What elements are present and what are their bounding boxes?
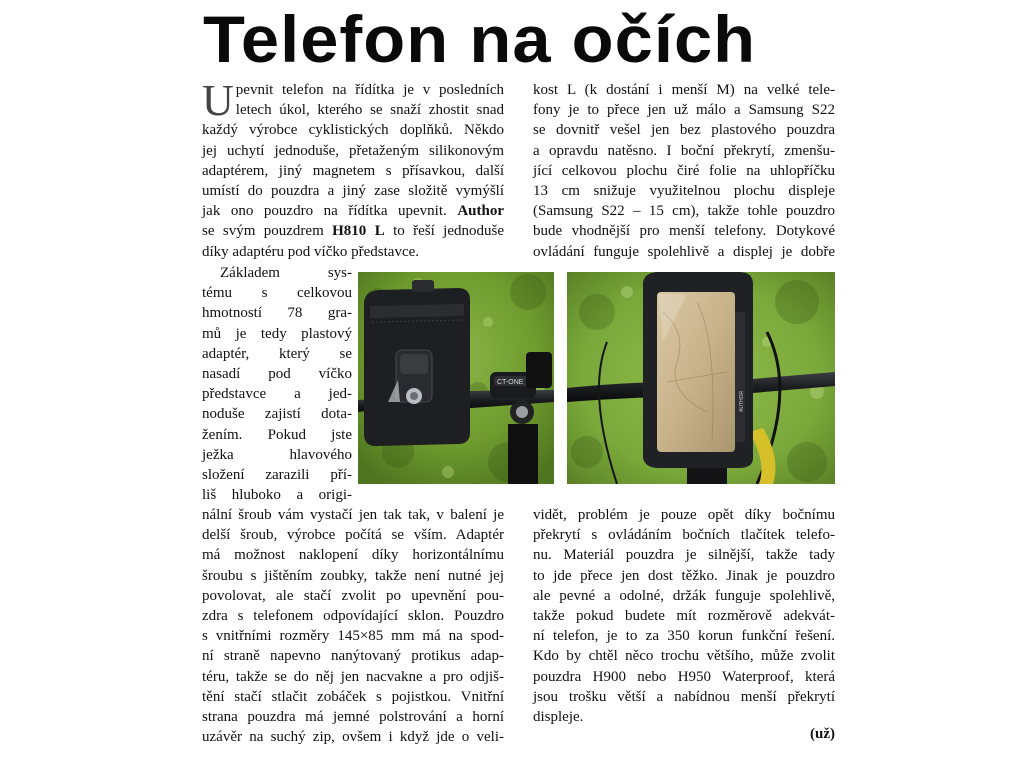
text-line: tění stačí stlačit zobáček s pojistkou. Vnitřní — [202, 688, 504, 705]
text-line: a opravdu natěsno. I boční překrytí, zmenšu- — [533, 142, 835, 159]
text-line: má možnost naklopení díky horizontálnímu — [202, 547, 504, 564]
text-line: jsou trošku větší a nabídnou menší překrytí — [533, 688, 835, 705]
col2-top-text — [533, 80, 835, 262]
text-line: pevnit telefon na řídítka je v posledních — [235, 82, 504, 98]
text-line: delší šroub, výrobce počítá se vším. Adaptér — [202, 527, 504, 544]
text-line: nasadí pod víčko — [202, 365, 352, 382]
col1-bottom-text — [202, 505, 504, 747]
text-line: umístí do pouzdra a jiný zase složitě vymýšlí — [202, 182, 504, 199]
text-line: představce a jed- — [202, 386, 352, 403]
text-line: (Samsung S22 – 15 cm), takže tohle pouzdro — [533, 203, 835, 220]
text-line: 13 cm snižuje využitelnou plochu displeje — [533, 182, 835, 199]
col1-top-text — [202, 76, 505, 262]
text-line: překrytí s ovládáním bočních tlačítek telefo- — [533, 527, 835, 544]
photo-phone-pouch-illustration — [567, 272, 835, 484]
text-line: letech úkol, kterého se snaží zhostit snad — [235, 102, 504, 119]
article-title: Telefon na očích — [203, 2, 757, 76]
text-line: hmotností 78 gra- — [202, 305, 352, 322]
text-line: jak ono pouzdro na řídítka upevnit. Author — [202, 203, 504, 220]
text-line: Základem sys- — [220, 265, 352, 281]
text-line: liš hluboko a origi- — [202, 487, 352, 504]
text-line: adaptérem, jiný magnetem s přísavkou, další — [202, 162, 504, 179]
brand-name: Author — [457, 203, 504, 220]
text-line: to jde přece jen dost těžko. Jinak je pouzdro — [533, 567, 835, 584]
text-line: ovládání funguje spolehlivě a displej je dobře — [533, 243, 835, 260]
text-line: jící celkovou plochu čiré folie na uhlopříčku — [533, 162, 835, 179]
photo-phone-pouch — [567, 272, 835, 484]
text-line: bude vhodnější pro menší telefony. Dotykové — [533, 223, 835, 240]
text-line: adaptér, který se — [202, 345, 352, 362]
text-line: ale pevné a odolné, držák funguje spolehlivě, — [533, 587, 835, 604]
photo-adapter — [358, 272, 554, 484]
text-line: noduše zajistí dota- — [202, 406, 352, 423]
text-line: mů je tedy plastový — [202, 325, 352, 342]
text-line: s vnitřními rozměry 145×85 mm má na spod- — [202, 628, 504, 645]
text-line: ní straně napevno nanýtovaný protikus adap- — [202, 648, 504, 665]
col2-bottom-text — [533, 505, 835, 727]
text-line: fony je to přece jen už málo a Samsung S22 — [533, 102, 835, 119]
text-line: povolovat, ale stačí zvolit po upevnění pou- — [202, 587, 504, 604]
drop-cap: U — [202, 76, 234, 125]
text-line: tému s celkovou — [202, 285, 352, 302]
text-line: zdra s telefonem odpovídající sklon. Pouzdro — [202, 607, 504, 624]
text-line: kost L (k dostání i menší M) na velké tele- — [533, 82, 835, 98]
text-line: vidět, problém je pouze opět díky bočnímu — [533, 507, 835, 523]
col1-narrow-text — [202, 263, 352, 505]
text-line: nu. Materiál pouzdra je silnější, takže tady — [533, 547, 835, 564]
text-line: se dovnitř vešel jen bez plastového pouzdra — [533, 122, 835, 139]
text-line: strana pouzdra má jemné polstrování a horní — [202, 708, 504, 725]
text-line: šroubu s jištěním zoubky, takže není nutné jej — [202, 567, 504, 584]
text-line: každý výrobce cyklistických doplňků. Někdo — [202, 122, 504, 139]
text-line: téru, takže se do něj jen nacvakne a pro odjiš- — [202, 668, 504, 685]
text-line: ní telefon, je to za 350 korun funkční řešení. — [533, 628, 835, 645]
text-line: pouzdra H900 nebo H950 Waterproof, která — [533, 668, 835, 685]
text-line: takže pokud budete mít rozměrově adekvát- — [533, 607, 835, 624]
text-line: jej uchytí jednoduše, přetaženým silikonovým — [202, 142, 504, 159]
model-name: H810 L — [332, 223, 385, 240]
stem-cap-text: CT-ONE — [497, 379, 524, 386]
text-line: uzávěr na suchý zip, ovšem i když jde o veli- — [202, 729, 504, 746]
text-line: Kdo by chtěl něco trochu většího, může zvolit — [533, 648, 835, 665]
text-line: se svým pouzdrem H810 L to řeší jednoduše — [202, 223, 505, 240]
text-line: díky adaptéru pod víčko představce. — [202, 243, 420, 260]
text-line: ježka hlavového — [202, 446, 352, 463]
pouch-label-text: AUTHOR — [739, 390, 745, 412]
photo-adapter-illustration — [358, 272, 554, 484]
text-line: displeje. — [533, 708, 584, 725]
text-line: složení zarazili pří- — [202, 466, 352, 483]
text-line: žením. Pokud jste — [202, 426, 352, 443]
text-line: nální šroub vám vystačí jen tak tak, v balení je — [202, 507, 504, 523]
author-signature: (už) — [810, 726, 835, 742]
